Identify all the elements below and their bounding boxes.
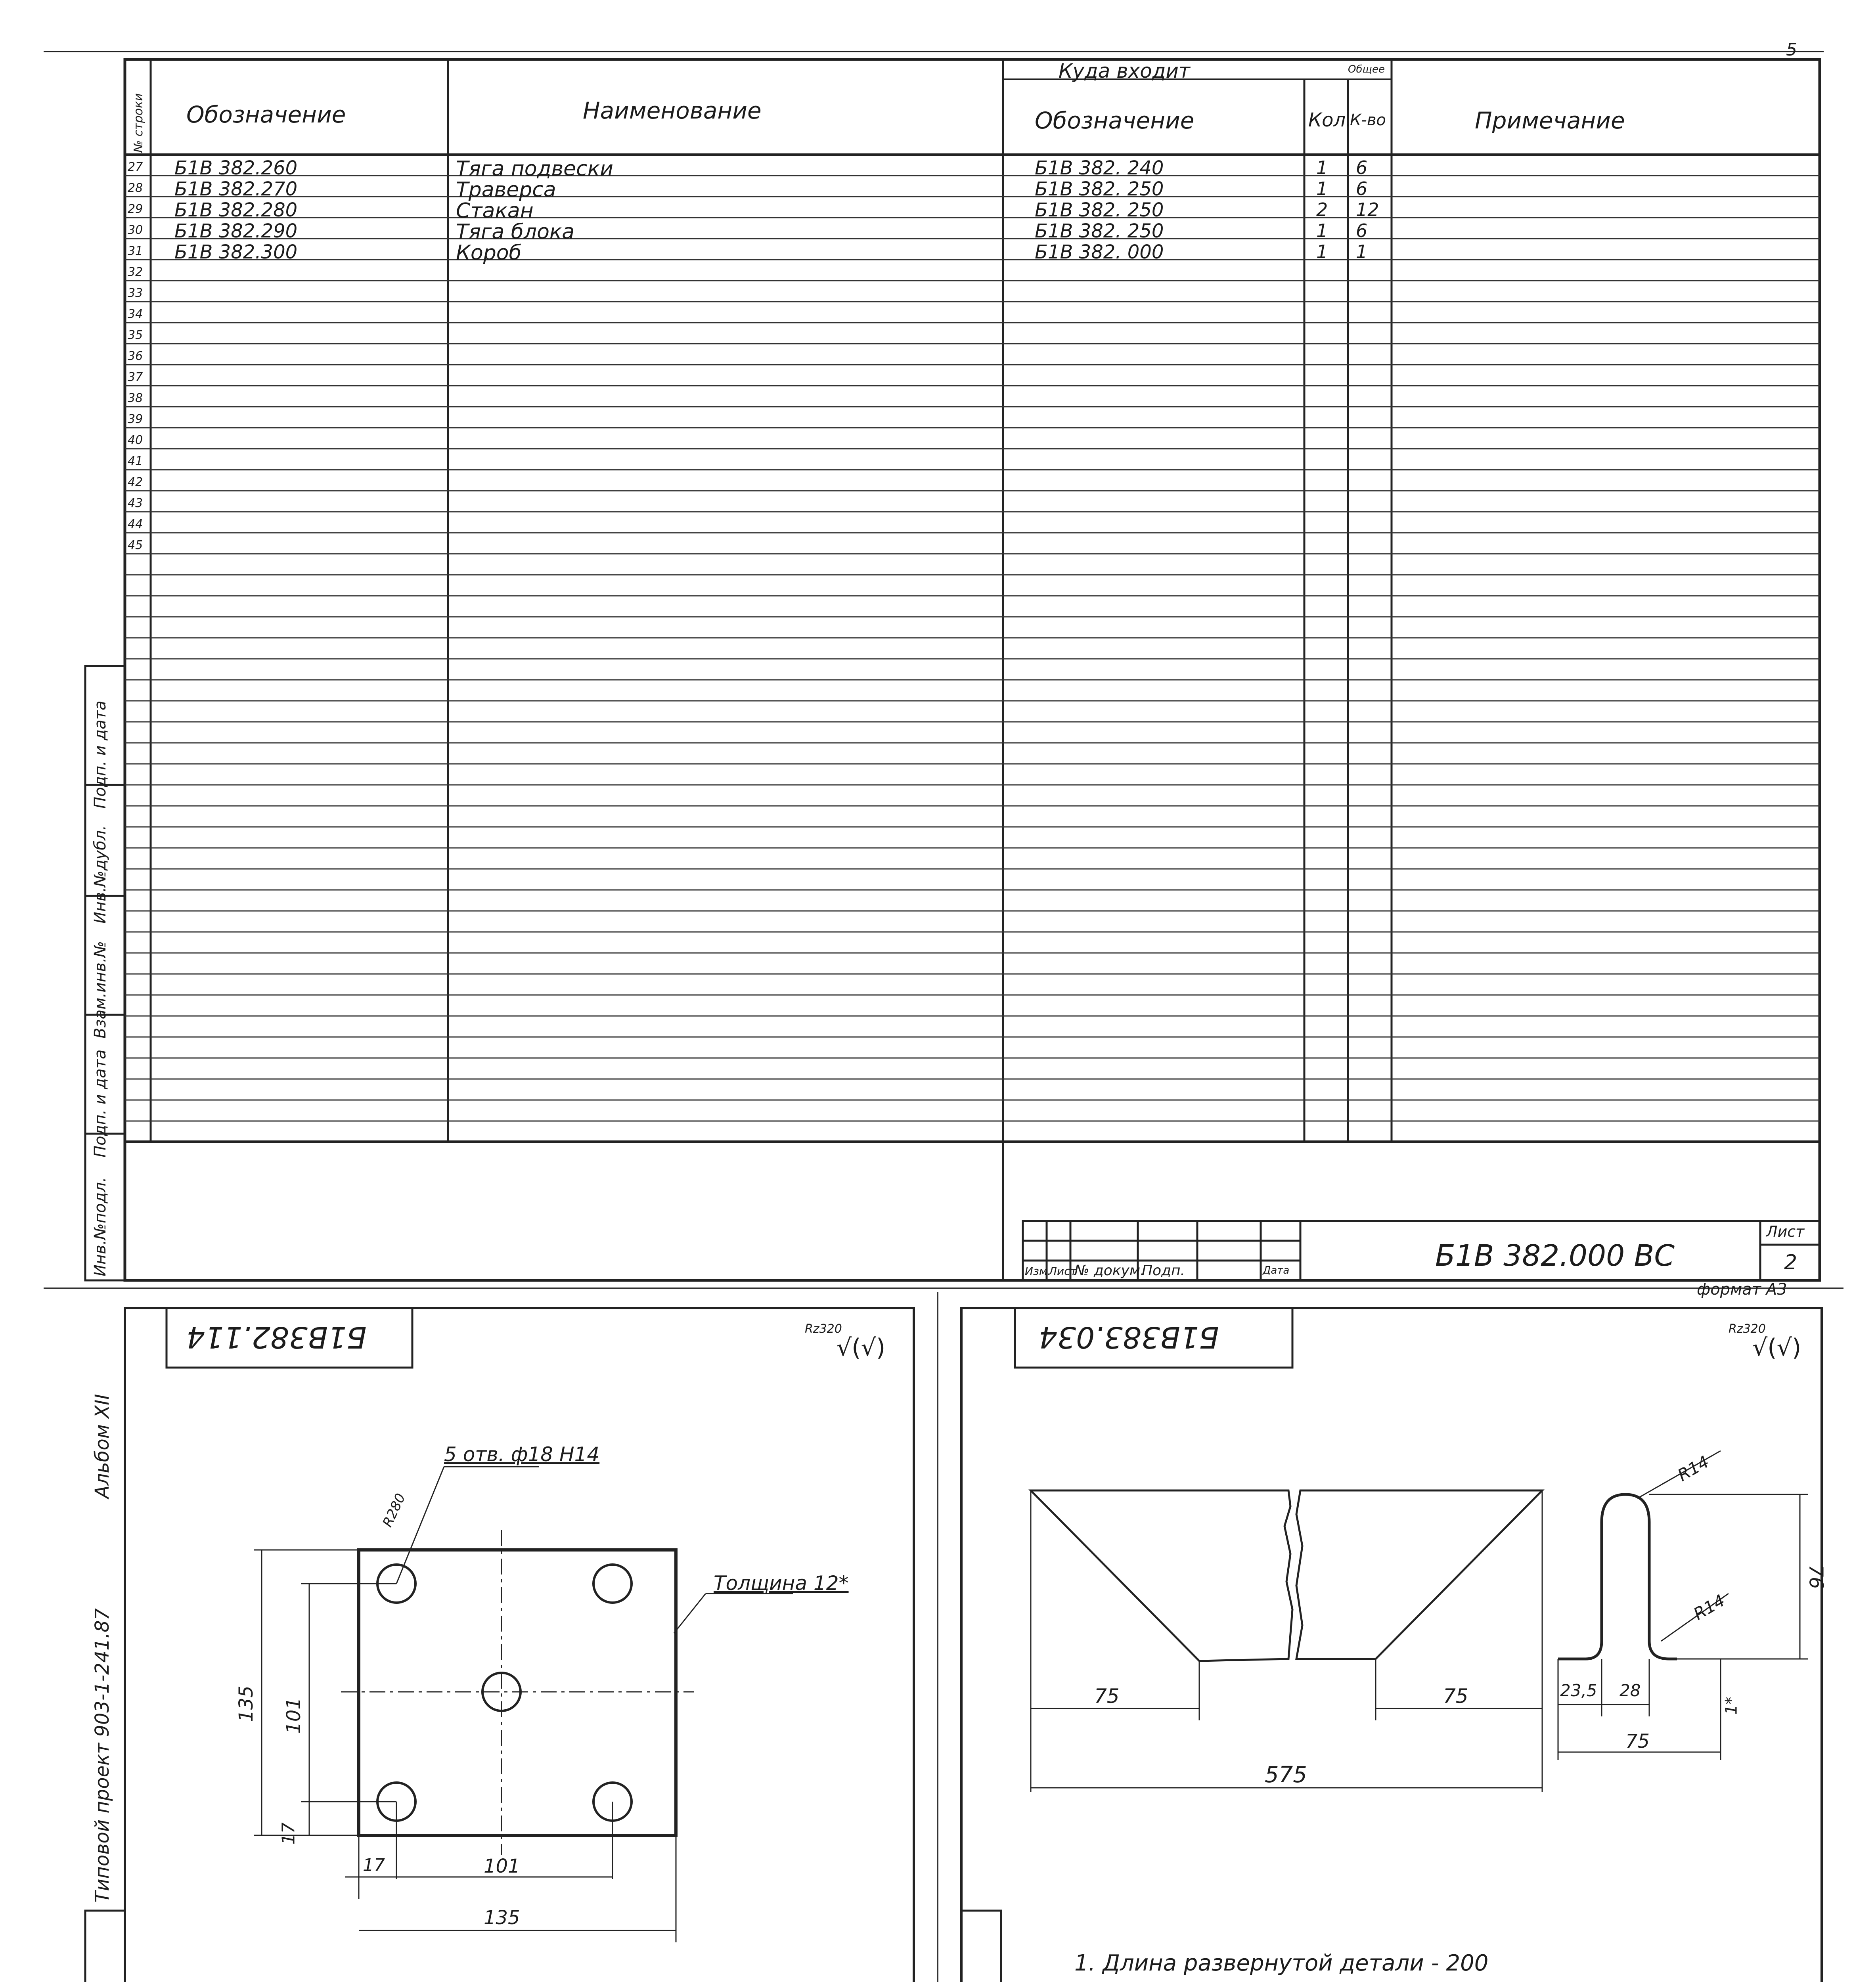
- dim-135-horizontal: 135: [484, 1907, 520, 1929]
- row-number: 45: [128, 538, 143, 552]
- right-roughness-check-icon: √(√): [1752, 1334, 1801, 1362]
- dim-75-left: 75: [1094, 1685, 1120, 1708]
- row-kuda-vkhodit: Б1В 382. 250: [1035, 220, 1164, 242]
- row-kuda-vkhodit: Б1В 382. 240: [1035, 157, 1164, 179]
- row-kuda-vkhodit: Б1В 382. 250: [1035, 199, 1164, 221]
- tb-podp: Подп.: [1142, 1263, 1185, 1279]
- header-kuda-vkhodit: Куда входит: [1059, 59, 1191, 82]
- dim-75-mid: 75: [1443, 1685, 1468, 1708]
- row-kvo: 1: [1356, 241, 1368, 262]
- row-kol: 1: [1316, 220, 1328, 241]
- tb-list-label: Лист: [1766, 1223, 1805, 1240]
- row-number: 33: [128, 286, 143, 300]
- header-kol: Кол.: [1308, 109, 1352, 131]
- spec-side-label-4: Инв.№дубл.: [91, 825, 109, 924]
- project-label: Типовой проект 903-1-241.87: [91, 1608, 113, 1903]
- header-oboznachenie-2: Обозначение: [1035, 107, 1195, 134]
- right-roughness-value: Rz320: [1729, 1322, 1766, 1336]
- row-oboznachenie: Б1В 382.270: [174, 178, 298, 200]
- row-number: 36: [128, 349, 143, 363]
- row-number: 31: [128, 244, 143, 258]
- right-note-1: 1. Длина развернутой детали - 200: [1074, 1950, 1489, 1976]
- row-oboznachenie: Б1В 382.260: [174, 157, 298, 179]
- row-naimenovanie: Тяга подвески: [456, 157, 613, 181]
- row-number: 44: [128, 517, 143, 531]
- row-naimenovanie: Тяга блока: [456, 220, 575, 244]
- row-kvo: 6: [1356, 178, 1368, 199]
- radius-280: R280: [379, 1491, 409, 1530]
- row-number: 30: [128, 223, 143, 237]
- row-kol: 1: [1316, 178, 1328, 199]
- row-number: 38: [128, 391, 143, 405]
- dim-28: 28: [1619, 1681, 1641, 1700]
- row-number: 32: [128, 265, 143, 279]
- holes-note: 5 отв. ф18 H14: [444, 1443, 600, 1466]
- row-naimenovanie: Стакан: [456, 199, 534, 223]
- dim-1: 1*: [1722, 1697, 1741, 1715]
- dim-101-horizontal: 101: [484, 1855, 520, 1877]
- tb-data: Дата: [1263, 1265, 1290, 1276]
- header-obshchee: Общее: [1348, 63, 1385, 75]
- row-kol: 1: [1316, 157, 1328, 178]
- spec-row-lines: [125, 176, 1820, 1121]
- header-primechanie: Примечание: [1475, 107, 1625, 134]
- row-kol: 1: [1316, 241, 1328, 262]
- dim-101-vertical: 101: [282, 1697, 305, 1734]
- roughness-check-icon: √(√): [837, 1334, 886, 1362]
- row-kvo: 6: [1356, 220, 1368, 241]
- spec-side-label-2: Подп. и дата: [91, 1049, 109, 1157]
- dim-17-horizontal: 17: [363, 1855, 385, 1875]
- row-number: 35: [128, 328, 143, 342]
- spec-side-label-3: Взам.инв.№: [91, 941, 109, 1039]
- spec-format: формат А3: [1697, 1280, 1787, 1299]
- album-label: Альбом XII: [91, 1394, 113, 1498]
- index-col-header: № строки: [132, 93, 145, 153]
- spec-side-label-5: Подп. и дата: [91, 700, 109, 809]
- dim-76: 76: [1805, 1565, 1827, 1589]
- row-number: 37: [128, 370, 143, 384]
- row-number: 27: [128, 160, 143, 174]
- row-kol: 2: [1316, 199, 1328, 220]
- header-oboznachenie: Обозначение: [186, 101, 346, 128]
- dim-135-vertical: 135: [235, 1685, 257, 1722]
- tb-ndokum: № докум.: [1074, 1263, 1145, 1279]
- header-kvo: К-во: [1350, 111, 1386, 129]
- row-naimenovanie: Короб: [456, 241, 522, 265]
- row-oboznachenie: Б1В 382.290: [174, 220, 298, 242]
- dim-23-5: 23,5: [1560, 1681, 1597, 1700]
- tb-izm: Изм.: [1025, 1265, 1051, 1278]
- row-number: 29: [128, 202, 143, 216]
- dim-575: 575: [1265, 1762, 1307, 1788]
- r14-mid: R14: [1690, 1590, 1729, 1624]
- tb-list: Лист: [1049, 1265, 1077, 1278]
- tb-list-num: 2: [1784, 1251, 1798, 1274]
- row-kuda-vkhodit: Б1В 382. 250: [1035, 178, 1164, 200]
- row-number: 28: [128, 181, 143, 195]
- row-kvo: 12: [1356, 199, 1379, 220]
- header-naimenovanie: Наименование: [583, 97, 762, 124]
- row-oboznachenie: Б1В 382.280: [174, 199, 298, 221]
- row-number: 41: [128, 454, 143, 468]
- row-oboznachenie: Б1В 382.300: [174, 241, 298, 263]
- left-stamp-code: Б1В382.114: [186, 1320, 367, 1354]
- right-stamp-code: Б1В383.034: [1039, 1320, 1219, 1354]
- row-kuda-vkhodit: Б1В 382. 000: [1035, 241, 1164, 263]
- r14-top: R14: [1674, 1452, 1713, 1485]
- thickness-note: Толщина 12*: [714, 1572, 849, 1595]
- row-number: 43: [128, 496, 143, 510]
- row-number: 40: [128, 433, 143, 447]
- dim-75-right: 75: [1625, 1730, 1650, 1752]
- spec-side-label-1: Инв.№подл.: [91, 1177, 109, 1276]
- left-roughness-value: Rz320: [805, 1322, 842, 1336]
- spec-doc-code: Б1В 382.000 ВС: [1435, 1239, 1675, 1273]
- row-number: 39: [128, 412, 143, 426]
- sheet-corner-number: 5: [1786, 40, 1797, 60]
- row-naimenovanie: Траверса: [456, 178, 556, 202]
- row-number: 34: [128, 307, 143, 321]
- row-number: 42: [128, 475, 143, 489]
- dim-17-vertical: 17: [278, 1822, 299, 1845]
- row-kvo: 6: [1356, 157, 1368, 178]
